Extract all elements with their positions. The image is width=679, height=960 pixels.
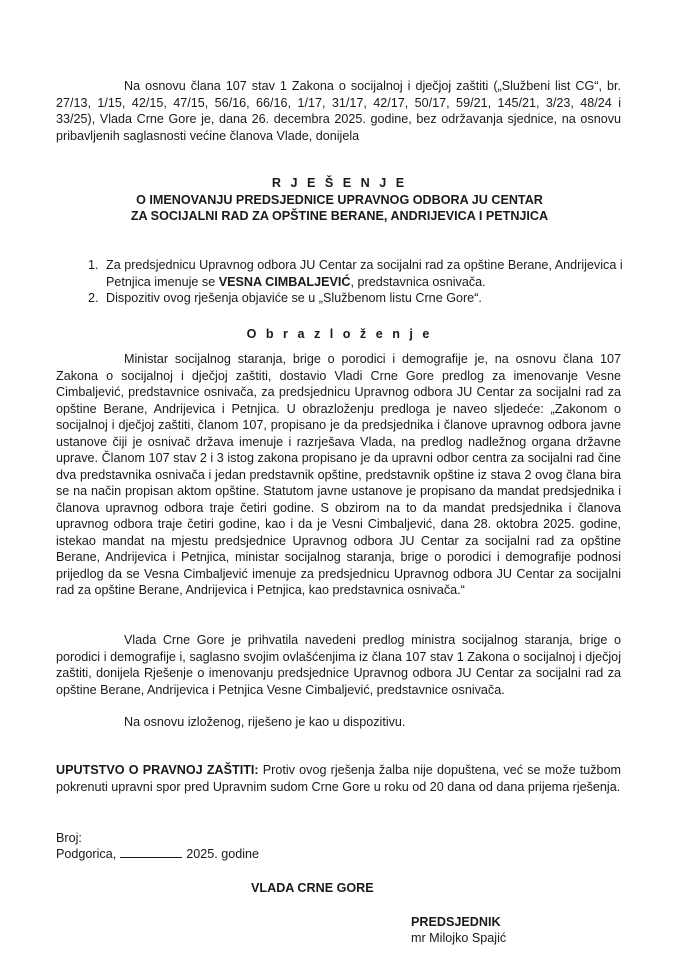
preamble-paragraph: Na osnovu člana 107 stav 1 Zakona o socijalnoj i dječjoj zaštiti („Službeni list CG“, br. 27/13, 1/15, 42/15, 47/15, 56/16, 66/16, 1/17, 31/17, 42/17, 50/17, 59/21, 145/21, 3/23, 48/24 i 33/25), Vlada Crne Gore je, dana 26. decembra 2025. godine, bez održavanja sjednice, na osnovu pribavljenih saglasnosti većine članova Vlade, donijela: [56, 79, 621, 143]
decision-heading: R J E Š E N J E: [271, 176, 408, 190]
government-name: VLADA CRNE GORE: [251, 881, 374, 895]
legal-remedy-paragraph: [56, 762, 621, 795]
reasoning-heading: O b r a z l o ž e n j e: [246, 327, 433, 341]
signatory-title: PREDSJEDNIK: [411, 915, 501, 929]
document-number-label: Broj:: [56, 831, 82, 845]
decision-item-1: 1. Za predsjednicu Upravnog odbora JU Centar za socijalni rad za opštine Berane, Andrijevica i Petnjica imenuje se VESNA CIMBALJEVIĆ, predstavnica osnivača.: [102, 257, 667, 290]
reasoning-paragraph-1: Ministar socijalnog staranja, brige o porodici i demografije je, na osnovu člana 107 Zakona o socijalnoj i dječjoj zaštiti, dostavio Vladi Crne Gore predlog za imenovanje Vesne Cimbaljević, predstavnice osnivača, za predsjednicu Upravnog odbora JU Centar za socijalni rad za opštine Berane, Andrijevica i Petnjica. U obrazloženju predloga je naveo sljedeće: „Zakonom o socijalnoj i dječjoj zaštiti, članom 107, propisano je da predsjednika i članove upravnog odbora javne ustanove čiji je osnivač država imenuje i razrješava Vlada, na predlog nadležnog organa državne uprave. Članom 107 stav 2 i 3 istog zakona propisano je da upravni odbor centra za socijalni rad čine dva predstavnika osnivača i jedan predstavnik opštine, predstavnik opštine iz stava 2 ovog člana bira se na način propisan aktom opštine. Statutom javne ustanove je propisano da mandat predsjednika i članova upravnog odbora traje četiri godine. S obzirom na to da mandat predsjednika i članova upravnog odbora traje četiri godine, kao i da je Vesni Cimbaljević, dana 28. oktobra 2025. godine, istekao mandat na mjestu predsjednice Upravnog odbora JU Centar za socijalni rad za opštine Berane, Andrijevica i Petnjica, ministar socijalnog staranja, brige o porodici i demografije podnosi prijedlog da se Vesna Cimbaljević imenuje za predsjednicu Upravnog odbora JU Centar za socijalni rad za opštine Berane, Andrijevica i Petnjica, kao predstavnica osnivača.“: [56, 352, 621, 597]
signatory-name: mr Milojko Spajić: [411, 931, 507, 945]
reasoning-paragraph-3: Na osnovu izloženog, riješeno je kao u dispozitivu.: [124, 715, 406, 729]
reasoning-paragraph-2: Vlada Crne Gore je prihvatila navedeni predlog ministra socijalnog staranja, brige o porodici i demografije i, saglasno svojim ovlašćenjima iz člana 107 stav 1 Zakona o socijalnoj i dječjoj zaštiti, donijela Rješenje o imenovanju predsjednice Upravnog odbora JU Centar za socijalni rad za opštine Berane, Andrijevica i Petnjica Vesne Cimbaljević, predstavnice osnivača.: [56, 633, 621, 697]
decision-subtitle-line1: O IMENOVANJU PREDSJEDNICE UPRAVNOG ODBORA JU CENTAR: [136, 193, 543, 207]
decision-item-2: 2. Dispozitiv ovog rješenja objaviće se u „Službenom listu Crne Gore“.: [102, 290, 667, 307]
decision-items-list: [56, 257, 667, 307]
decision-subtitle-line2: ZA SOCIJALNI RAD ZA OPŠTINE BERANE, ANDRIJEVICA I PETNJICA: [130, 209, 549, 223]
date-blank: [120, 846, 182, 858]
appointee-name: VESNA CIMBALJEVIĆ: [218, 274, 351, 289]
place-date-line: Podgorica, 2025. godine: [56, 847, 260, 861]
legal-remedy-text: Protiv ovog rješenja žalba nije dopuštena, već se može tužbom pokrenuti upravni spor pred Upravnim sudom Crne Gore u roku od 20 dana od dana prijema rješenja.: [56, 763, 621, 794]
legal-remedy-label: UPUTSTVO O PRAVNOJ ZAŠTITI:: [56, 763, 259, 777]
